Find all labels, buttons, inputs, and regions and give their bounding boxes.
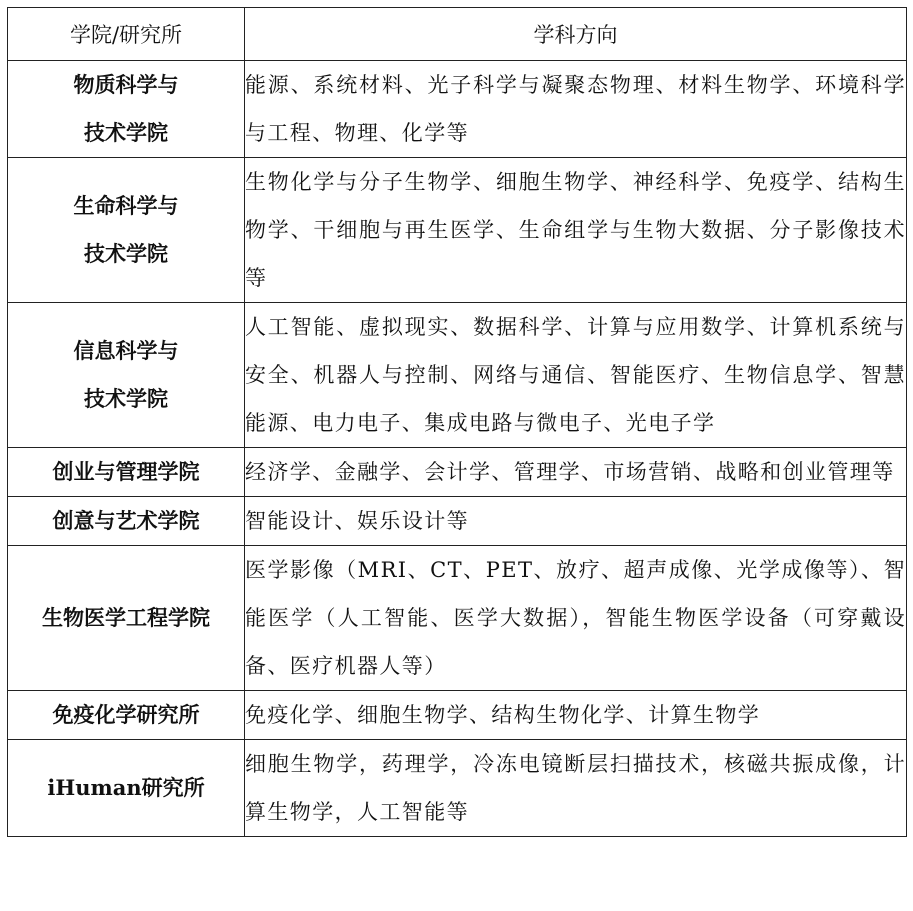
institute-name-line: 技术学院 [84,120,168,145]
institute-name-line: 生物医学工程学院 [42,605,210,630]
table-row [8,497,907,546]
table-row [8,303,907,448]
institute-name-line: 创意与艺术学院 [52,508,200,533]
table-row [8,691,907,740]
discipline-directions: 医学影像（MRI、CT、PET、放疗、超声成像、光学成像等）、智能医学（人工智能、医学大数据），智能生物医学设备（可穿戴设备、医疗机器人等） [245,546,907,691]
institute-name [8,303,245,448]
header-row [8,8,907,61]
table-row [8,546,907,691]
institute-name [8,448,245,497]
institute-name-line: 信息科学与 [73,338,179,363]
direction-column-header: 学科方向 [245,8,907,61]
institute-name [8,691,245,740]
institute-name [8,497,245,546]
institute-name-line: 创业与管理学院 [52,459,200,484]
table-row [8,448,907,497]
discipline-directions: 经济学、金融学、会计学、管理学、市场营销、战略和创业管理等 [245,448,907,497]
institute-name [8,740,245,837]
institute-name [8,158,245,303]
table-row [8,61,907,158]
discipline-directions: 细胞生物学，药理学，冷冻电镜断层扫描技术，核磁共振成像，计算生物学，人工智能等 [245,740,907,837]
institute-name-line: 生命科学与 [73,193,179,218]
institute-column-header: 学院/研究所 [8,8,245,61]
discipline-directions: 人工智能、虚拟现实、数据科学、计算与应用数学、计算机系统与安全、机器人与控制、网络与通信、智能医疗、生物信息学、智慧能源、电力电子、集成电路与微电子、光电子学 [245,303,907,448]
institute-name-line: iHuman研究所 [47,775,205,800]
discipline-directions: 生物化学与分子生物学、细胞生物学、神经科学、免疫学、结构生物学、干细胞与再生医学、生命组学与生物大数据、分子影像技术等 [245,158,907,303]
discipline-table [7,7,907,837]
discipline-directions: 智能设计、娱乐设计等 [245,497,907,546]
table-row [8,158,907,303]
discipline-directions: 能源、系统材料、光子科学与凝聚态物理、材料生物学、环境科学与工程、物理、化学等 [245,61,907,158]
institute-name-line: 免疫化学研究所 [52,702,200,727]
institute-name [8,61,245,158]
institute-name-line: 技术学院 [84,241,168,266]
institute-name-line: 物质科学与 [73,72,179,97]
table-row [8,740,907,837]
institute-name [8,546,245,691]
institute-name-line: 技术学院 [84,386,168,411]
discipline-directions: 免疫化学、细胞生物学、结构生物化学、计算生物学 [245,691,907,740]
